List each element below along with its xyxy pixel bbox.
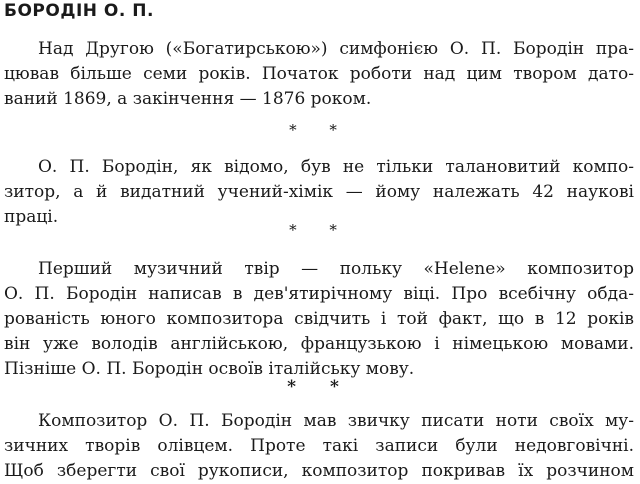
text-line: Композитор О. П. Бородін мав звичку писати ноти своїх му- bbox=[38, 411, 634, 431]
article-heading: БОРОДІН О. П. bbox=[4, 1, 154, 21]
text-line: О. П. Бородін написав в дев'ятирічному віці. Про всебічну обда- bbox=[4, 284, 634, 304]
paragraph-chemist bbox=[4, 155, 634, 230]
text-line: О. П. Бородін, як відомо, був не тільки талановитий компо- bbox=[38, 157, 634, 177]
text-line: цював більше семи років. Початок роботи над цим твором дато- bbox=[4, 64, 634, 84]
text-line: зичних творів олівцем. Проте такі записи були недовговічні. bbox=[4, 436, 634, 456]
text-line: ваний 1869, а закінчення — 1876 роком. bbox=[4, 89, 372, 109]
text-line: Над Другою («Богатирською») симфонією О. П. Бородін пра- bbox=[38, 39, 634, 59]
text-line: він уже володів англійською, французькою і німецькою мовами. bbox=[4, 334, 634, 354]
text-line: зитор, а й видатний учений-хімік — йому належать 42 наукові bbox=[4, 182, 634, 202]
paragraph-pencil bbox=[4, 409, 634, 484]
paragraph-first-work bbox=[4, 257, 634, 382]
text-line: рованість юного композитора свідчить і той факт, що в 12 років bbox=[4, 309, 634, 329]
text-line: Щоб зберегти свої рукописи, композитор покривав їх розчином bbox=[4, 461, 634, 481]
text-line: Пізніше О. П. Бородін освоїв італійську мову. bbox=[4, 359, 415, 379]
section-separator: * * bbox=[289, 121, 351, 139]
section-separator: * * bbox=[289, 221, 351, 239]
paragraph-symphony bbox=[4, 37, 634, 112]
text-line: Перший музичний твір — польку «Helene» композитор bbox=[38, 259, 634, 279]
section-separator: * * bbox=[287, 377, 353, 397]
text-line: праці. bbox=[4, 207, 59, 227]
